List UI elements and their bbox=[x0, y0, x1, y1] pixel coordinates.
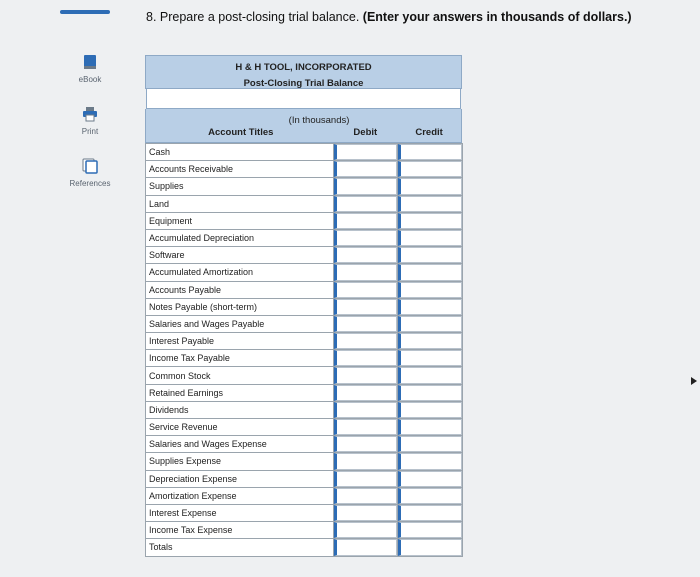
date-row bbox=[146, 89, 461, 109]
credit-cell bbox=[398, 384, 463, 401]
credit-input[interactable] bbox=[398, 367, 462, 383]
credit-input[interactable] bbox=[398, 196, 462, 212]
credit-input[interactable] bbox=[398, 505, 462, 521]
sidebar-item-references[interactable] bbox=[62, 156, 118, 188]
account-titles-header: Account Titles bbox=[208, 127, 274, 138]
credit-input[interactable] bbox=[398, 316, 462, 332]
debit-cell bbox=[334, 195, 398, 212]
column-header-row bbox=[145, 109, 462, 143]
debit-input[interactable] bbox=[334, 488, 397, 504]
credit-cell bbox=[398, 315, 463, 332]
account-title-cell: Income Tax Expense bbox=[146, 522, 334, 539]
account-title-cell: Interest Payable bbox=[146, 333, 334, 350]
debit-input[interactable] bbox=[334, 333, 397, 349]
credit-cell bbox=[398, 401, 463, 418]
account-title-cell: Accumulated Amortization bbox=[146, 264, 334, 281]
account-title-cell: Supplies bbox=[146, 178, 334, 195]
account-title-cell: Equipment bbox=[146, 212, 334, 229]
table-row bbox=[146, 384, 463, 401]
debit-cell bbox=[334, 487, 398, 504]
accounts-table bbox=[145, 143, 463, 557]
references-icon bbox=[81, 156, 99, 176]
debit-cell bbox=[334, 350, 398, 367]
credit-input[interactable] bbox=[398, 213, 462, 229]
credit-cell bbox=[398, 264, 463, 281]
credit-cell bbox=[398, 281, 463, 298]
credit-input[interactable] bbox=[398, 385, 462, 401]
credit-input[interactable] bbox=[398, 488, 462, 504]
account-title-cell: Land bbox=[146, 195, 334, 212]
credit-header: Credit bbox=[415, 127, 443, 138]
statement-title: Post-Closing Trial Balance bbox=[243, 78, 364, 89]
debit-cell bbox=[334, 504, 398, 521]
credit-input[interactable] bbox=[398, 144, 462, 160]
account-title-cell: Cash bbox=[146, 144, 334, 161]
credit-cell bbox=[398, 539, 463, 556]
table-row bbox=[146, 247, 463, 264]
credit-input[interactable] bbox=[398, 522, 462, 538]
sidebar-item-label: Print bbox=[81, 127, 99, 136]
credit-cell bbox=[398, 453, 463, 470]
table-row bbox=[146, 539, 463, 556]
table-row bbox=[146, 401, 463, 418]
account-title-cell: Salaries and Wages Expense bbox=[146, 436, 334, 453]
debit-cell bbox=[334, 281, 398, 298]
debit-input[interactable] bbox=[334, 316, 397, 332]
account-title-cell: Retained Earnings bbox=[146, 384, 334, 401]
debit-input[interactable] bbox=[334, 144, 397, 160]
table-row bbox=[146, 419, 463, 436]
account-title-cell: Accounts Receivable bbox=[146, 161, 334, 178]
credit-cell bbox=[398, 212, 463, 229]
table-row bbox=[146, 212, 463, 229]
credit-input[interactable] bbox=[398, 453, 462, 469]
table-row bbox=[146, 298, 463, 315]
credit-input[interactable] bbox=[398, 402, 462, 418]
debit-cell bbox=[334, 229, 398, 246]
company-name: H & H TOOL, INCORPORATED bbox=[235, 62, 372, 73]
debit-cell bbox=[334, 453, 398, 470]
credit-input[interactable] bbox=[398, 247, 462, 263]
account-title-cell: Accumulated Depreciation bbox=[146, 229, 334, 246]
credit-cell bbox=[398, 195, 463, 212]
progress-bar bbox=[60, 10, 110, 14]
credit-cell bbox=[398, 144, 463, 161]
table-row bbox=[146, 161, 463, 178]
credit-cell bbox=[398, 333, 463, 350]
debit-input[interactable] bbox=[334, 299, 397, 315]
debit-cell bbox=[334, 401, 398, 418]
credit-input[interactable] bbox=[398, 264, 462, 280]
account-title-cell: Depreciation Expense bbox=[146, 470, 334, 487]
credit-cell bbox=[398, 522, 463, 539]
table-row bbox=[146, 315, 463, 332]
credit-cell bbox=[398, 247, 463, 264]
debit-cell bbox=[334, 384, 398, 401]
debit-input[interactable] bbox=[334, 367, 397, 383]
trial-balance-worksheet bbox=[145, 55, 462, 557]
debit-cell bbox=[334, 539, 398, 556]
sidebar bbox=[62, 52, 118, 208]
table-row bbox=[146, 350, 463, 367]
account-title-cell: Supplies Expense bbox=[146, 453, 334, 470]
debit-input[interactable] bbox=[334, 539, 397, 555]
debit-cell bbox=[334, 298, 398, 315]
credit-cell bbox=[398, 436, 463, 453]
credit-cell bbox=[398, 350, 463, 367]
debit-cell bbox=[334, 212, 398, 229]
debit-input[interactable] bbox=[334, 282, 397, 298]
mouse-cursor bbox=[691, 377, 697, 385]
debit-cell bbox=[334, 436, 398, 453]
account-title-cell: Totals bbox=[146, 539, 334, 556]
question-emphasis: (Enter your answers in thousands of dollars.) bbox=[362, 10, 632, 24]
debit-input[interactable] bbox=[334, 264, 397, 280]
sidebar-item-ebook[interactable] bbox=[62, 52, 118, 84]
credit-cell bbox=[398, 419, 463, 436]
table-row bbox=[146, 281, 463, 298]
credit-cell bbox=[398, 504, 463, 521]
credit-input[interactable] bbox=[398, 471, 462, 487]
debit-cell bbox=[334, 264, 398, 281]
credit-cell bbox=[398, 161, 463, 178]
credit-cell bbox=[398, 298, 463, 315]
account-title-cell: Salaries and Wages Payable bbox=[146, 315, 334, 332]
debit-input[interactable] bbox=[334, 402, 397, 418]
table-row bbox=[146, 264, 463, 281]
credit-cell bbox=[398, 229, 463, 246]
sidebar-item-print[interactable] bbox=[62, 104, 118, 136]
account-title-cell: Dividends bbox=[146, 401, 334, 418]
table-row bbox=[146, 522, 463, 539]
debit-input[interactable] bbox=[334, 178, 397, 194]
debit-input[interactable] bbox=[334, 161, 397, 177]
credit-input[interactable] bbox=[398, 539, 462, 555]
account-title-cell: Notes Payable (short-term) bbox=[146, 298, 334, 315]
debit-input[interactable] bbox=[334, 505, 397, 521]
credit-input[interactable] bbox=[398, 178, 462, 194]
debit-input[interactable] bbox=[334, 385, 397, 401]
table-row bbox=[146, 504, 463, 521]
credit-input[interactable] bbox=[398, 350, 462, 366]
debit-input[interactable] bbox=[334, 213, 397, 229]
debit-cell bbox=[334, 161, 398, 178]
table-row bbox=[146, 453, 463, 470]
debit-cell bbox=[334, 315, 398, 332]
credit-cell bbox=[398, 487, 463, 504]
question-text bbox=[146, 10, 632, 24]
credit-input[interactable] bbox=[398, 299, 462, 315]
debit-cell bbox=[334, 247, 398, 264]
debit-cell bbox=[334, 522, 398, 539]
table-row bbox=[146, 333, 463, 350]
debit-input[interactable] bbox=[334, 436, 397, 452]
debit-input[interactable] bbox=[334, 350, 397, 366]
sidebar-item-label: References bbox=[69, 179, 111, 188]
table-row bbox=[146, 470, 463, 487]
credit-input[interactable] bbox=[398, 419, 462, 435]
credit-input[interactable] bbox=[398, 161, 462, 177]
debit-input[interactable] bbox=[334, 247, 397, 263]
debit-cell bbox=[334, 367, 398, 384]
account-title-cell: Accounts Payable bbox=[146, 281, 334, 298]
debit-header: Debit bbox=[353, 127, 378, 138]
debit-cell bbox=[334, 178, 398, 195]
account-title-cell: Software bbox=[146, 247, 334, 264]
table-row bbox=[146, 229, 463, 246]
credit-input[interactable] bbox=[398, 230, 462, 246]
credit-input[interactable] bbox=[398, 333, 462, 349]
printer-icon bbox=[81, 104, 99, 124]
table-row bbox=[146, 436, 463, 453]
table-row bbox=[146, 195, 463, 212]
worksheet-header bbox=[145, 55, 462, 89]
table-row bbox=[146, 144, 463, 161]
credit-cell bbox=[398, 178, 463, 195]
debit-cell bbox=[334, 470, 398, 487]
debit-cell bbox=[334, 419, 398, 436]
debit-input[interactable] bbox=[334, 196, 397, 212]
debit-input[interactable] bbox=[334, 230, 397, 246]
credit-input[interactable] bbox=[398, 282, 462, 298]
credit-cell bbox=[398, 367, 463, 384]
debit-input[interactable] bbox=[334, 471, 397, 487]
account-title-cell: Amortization Expense bbox=[146, 487, 334, 504]
account-title-cell: Service Revenue bbox=[146, 419, 334, 436]
unit-note: (In thousands) bbox=[288, 115, 350, 126]
table-row bbox=[146, 178, 463, 195]
debit-input[interactable] bbox=[334, 522, 397, 538]
credit-cell bbox=[398, 470, 463, 487]
account-title-cell: Common Stock bbox=[146, 367, 334, 384]
sidebar-item-label: eBook bbox=[78, 75, 102, 84]
debit-input[interactable] bbox=[334, 453, 397, 469]
question-prefix: 8. Prepare a post-closing trial balance. bbox=[146, 10, 360, 24]
debit-cell bbox=[334, 333, 398, 350]
debit-cell bbox=[334, 144, 398, 161]
debit-input[interactable] bbox=[334, 419, 397, 435]
table-row bbox=[146, 487, 463, 504]
credit-input[interactable] bbox=[398, 436, 462, 452]
table-row bbox=[146, 367, 463, 384]
account-title-cell: Interest Expense bbox=[146, 504, 334, 521]
book-icon bbox=[81, 52, 99, 72]
account-title-cell: Income Tax Payable bbox=[146, 350, 334, 367]
